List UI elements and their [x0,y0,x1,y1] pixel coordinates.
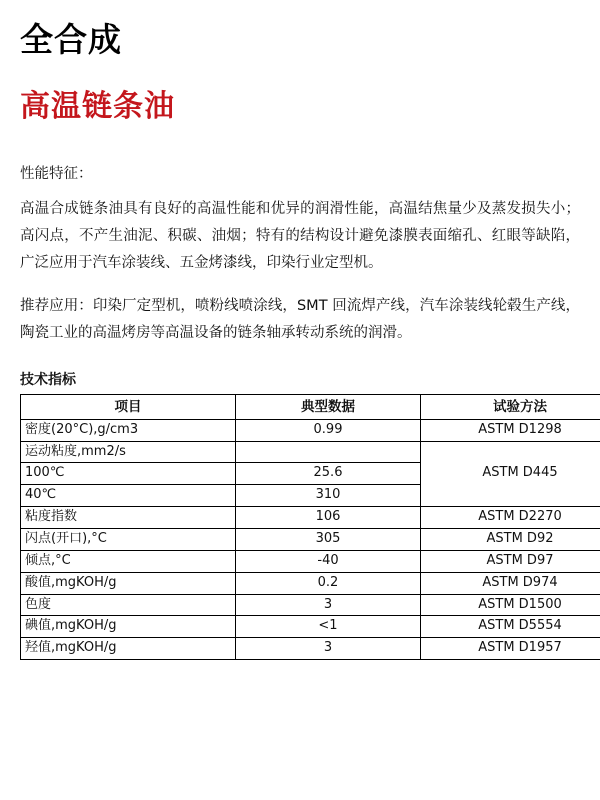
cell-method: ASTM D5554 [421,616,600,638]
cell-value: 25.6 [236,463,421,485]
table-row [21,507,600,529]
cell-value: 0.2 [236,572,421,594]
cell-item: 运动粘度,mm2/s [21,441,236,463]
cell-item: 100℃ [21,463,236,485]
spec-table-body [21,419,600,659]
header-item: 项目 [21,394,236,419]
cell-value: 310 [236,485,421,507]
table-row [21,616,600,638]
cell-method: ASTM D1298 [421,419,600,441]
table-row [21,572,600,594]
table-header-row [21,394,600,419]
spec-table [20,394,600,661]
table-row [21,419,600,441]
table-row [21,594,600,616]
cell-method: ASTM D1500 [421,594,600,616]
table-row [21,550,600,572]
cell-value: -40 [236,550,421,572]
cell-item: 密度(20°C),g/cm3 [21,419,236,441]
cell-method: ASTM D2270 [421,507,600,529]
cell-item: 酸值,mgKOH/g [21,572,236,594]
cell-item: 碘值,mgKOH/g [21,616,236,638]
page-title-main: 全合成 [20,20,122,59]
cell-method: ASTM D1957 [421,638,600,660]
page-title-sub: 高温链条油 [20,89,175,125]
header-test-method: 试验方法 [421,394,600,419]
cell-value: 3 [236,638,421,660]
recommendation-paragraph: 推荐应用：印染厂定型机，喷粉线喷涂线，SMT 回流焊产线，汽车涂装线轮毂生产线，陶瓷工业的高温烤房等高温设备的链条轴承转动系统的润滑。 [20,297,580,341]
cell-item: 40℃ [21,485,236,507]
spec-table-head [21,394,600,419]
cell-method: ASTM D974 [421,572,600,594]
cell-method: ASTM D97 [421,550,600,572]
table-row [21,638,600,660]
cell-value: 0.99 [236,419,421,441]
cell-item: 倾点,°C [21,550,236,572]
spec-table-caption: 技术指标 [20,371,76,388]
features-label: 性能特征： [20,166,93,183]
cell-method: ASTM D92 [421,529,600,551]
cell-value: <1 [236,616,421,638]
cell-value: 106 [236,507,421,529]
table-row [21,529,600,551]
cell-item: 闪点(开口),°C [21,529,236,551]
cell-value: 3 [236,594,421,616]
cell-item: 粘度指数 [21,507,236,529]
table-row [21,441,600,463]
cell-item: 羟值,mgKOH/g [21,638,236,660]
features-paragraph: 高温合成链条油具有良好的高温性能和优异的润滑性能，高温结焦量少及蒸发损失小；高闪点，不产生油泥、积碳、油烟；特有的结构设计避免漆膜表面缩孔、红眼等缺陷，广泛应用于汽车涂装线、五金烤漆线，印染行业定型机。 [20,201,580,272]
header-typical-value: 典型数据 [236,394,421,419]
cell-method: ASTM D445 [421,441,600,507]
cell-value: 305 [236,529,421,551]
cell-value [236,441,421,463]
cell-item: 色度 [21,594,236,616]
